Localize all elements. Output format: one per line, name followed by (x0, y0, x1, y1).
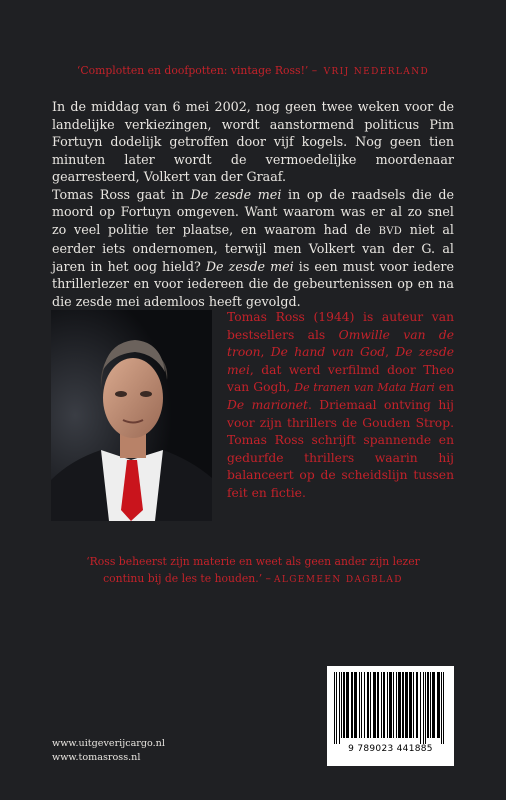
barcode-bar (420, 672, 421, 744)
barcode-bar (387, 672, 388, 738)
barcode (327, 666, 454, 766)
author-bio-paragraph (227, 309, 454, 503)
barcode-bar (389, 672, 392, 738)
synopsis-text: Tomas Ross gaat in (52, 186, 191, 202)
barcode-bar (425, 672, 426, 744)
book-title: De zesde mei (205, 258, 294, 274)
barcode-bar (430, 672, 431, 738)
barcode-bar (339, 672, 340, 744)
top-quote-source: VRIJ NEDERLAND (323, 67, 430, 77)
barcode-bar (364, 672, 365, 738)
bio-text: en (434, 380, 454, 395)
barcode-bar (377, 672, 379, 738)
barcode-bar (427, 672, 429, 738)
top-quote-text: ‘Complotten en doofpotten: vintage Ross!’ – (76, 64, 318, 77)
synopsis-paragraph-1: In de middag van 6 mei 2002, nog geen twee weken voor de landelijke verkiezingen, wordt aanstormend politicus Pim Fortuyn dodelijk getroffen door vijf kogels. Nog geen tien minuten later wordt de vermoedelijke moordenaar gearresteerd, Volkert van der Graaf. (52, 99, 454, 185)
barcode-bar (336, 672, 337, 744)
barcode-bar (437, 672, 440, 738)
barcode-bar (398, 672, 401, 738)
author-photo (51, 310, 212, 521)
barcode-bar (441, 672, 442, 744)
bottom-review-quote (0, 553, 506, 589)
isbn-number: 9 789023 441885 (348, 744, 433, 754)
synopsis (52, 98, 454, 311)
barcode-bar (354, 672, 357, 738)
barcode-bar (341, 672, 342, 738)
synopsis-paragraph-2 (52, 186, 454, 311)
barcode-bar (432, 672, 435, 738)
publisher-url[interactable]: www.uitgeverijcargo.nl (52, 738, 165, 749)
barcode-bar (381, 672, 382, 738)
barcode-bar (367, 672, 369, 738)
barcode-bar (416, 672, 418, 738)
synopsis-text: niet al eerder iets ondernomen, terwijl men Volkert van der G. al jaren in het oog hield? (52, 221, 454, 274)
synopsis-text: in op de raadsels die de moord op Fortuyn omgeven. Want waarom was er al zo snel zo veel politie ter plaatse, en waarom had de (52, 186, 454, 237)
book-title: De zesde mei (227, 345, 455, 377)
bio-text: . Driemaal ontving hij voor zijn thrillers de Gouden Strop. Tomas Ross schrijft spannende en gedurfde thrillers waarin hij balanceert op de scheidslijn tussen feit en fictie. (227, 397, 454, 500)
book-title: De marionet (227, 397, 308, 412)
barcode-bar (359, 672, 360, 738)
barcode-bar (351, 672, 353, 738)
synopsis-text: is een must voor iedere thrillerlezer en voor iedereen die de gebeurtenissen op en na die zesde mei ademloos heeft gevolgd. (52, 258, 454, 310)
bottom-quote-line-1: ‘Ross beheerst zijn materie en weet als geen ander zijn lezer (86, 555, 420, 568)
barcode-bar (370, 672, 371, 738)
book-title: De hand van God (270, 345, 386, 360)
top-review-quote (0, 64, 506, 77)
book-title: De zesde mei (190, 186, 282, 202)
bio-text: , dat werd verfilmd door Theo van Gogh, (227, 362, 454, 395)
barcode-bar (343, 672, 345, 738)
author-bio (227, 309, 454, 503)
author-url[interactable]: www.tomasross.nl (52, 752, 141, 763)
barcode-bar (423, 672, 424, 744)
barcode-bars (334, 672, 447, 744)
barcode-bar (346, 672, 349, 738)
bottom-quote-source: ALGEMEEN DAGBLAD (273, 575, 403, 585)
abbreviation-bvd: BVD (378, 225, 403, 237)
barcode-bar (373, 672, 376, 738)
bio-text: , (260, 345, 271, 360)
barcode-bar (334, 672, 335, 744)
bio-text: Tomas Ross (1944) is auteur van bestsellers als (227, 310, 454, 342)
bio-text: , (385, 345, 396, 360)
barcode-bar (409, 672, 412, 738)
barcode-bar (402, 672, 404, 738)
barcode-bar (405, 672, 408, 738)
barcode-bar (393, 672, 394, 738)
bottom-quote-text: continu bij de les te houden.’ – (103, 572, 271, 585)
barcode-bar (443, 672, 444, 744)
bottom-quote-line-2 (0, 570, 506, 589)
barcode-bar (383, 672, 385, 738)
book-title: Omwille van de troon (227, 327, 454, 360)
barcode-bar (413, 672, 414, 738)
barcode-bar (396, 672, 397, 738)
book-title: De tranen van Mata Hari (294, 381, 435, 395)
barcode-bar (361, 672, 362, 738)
